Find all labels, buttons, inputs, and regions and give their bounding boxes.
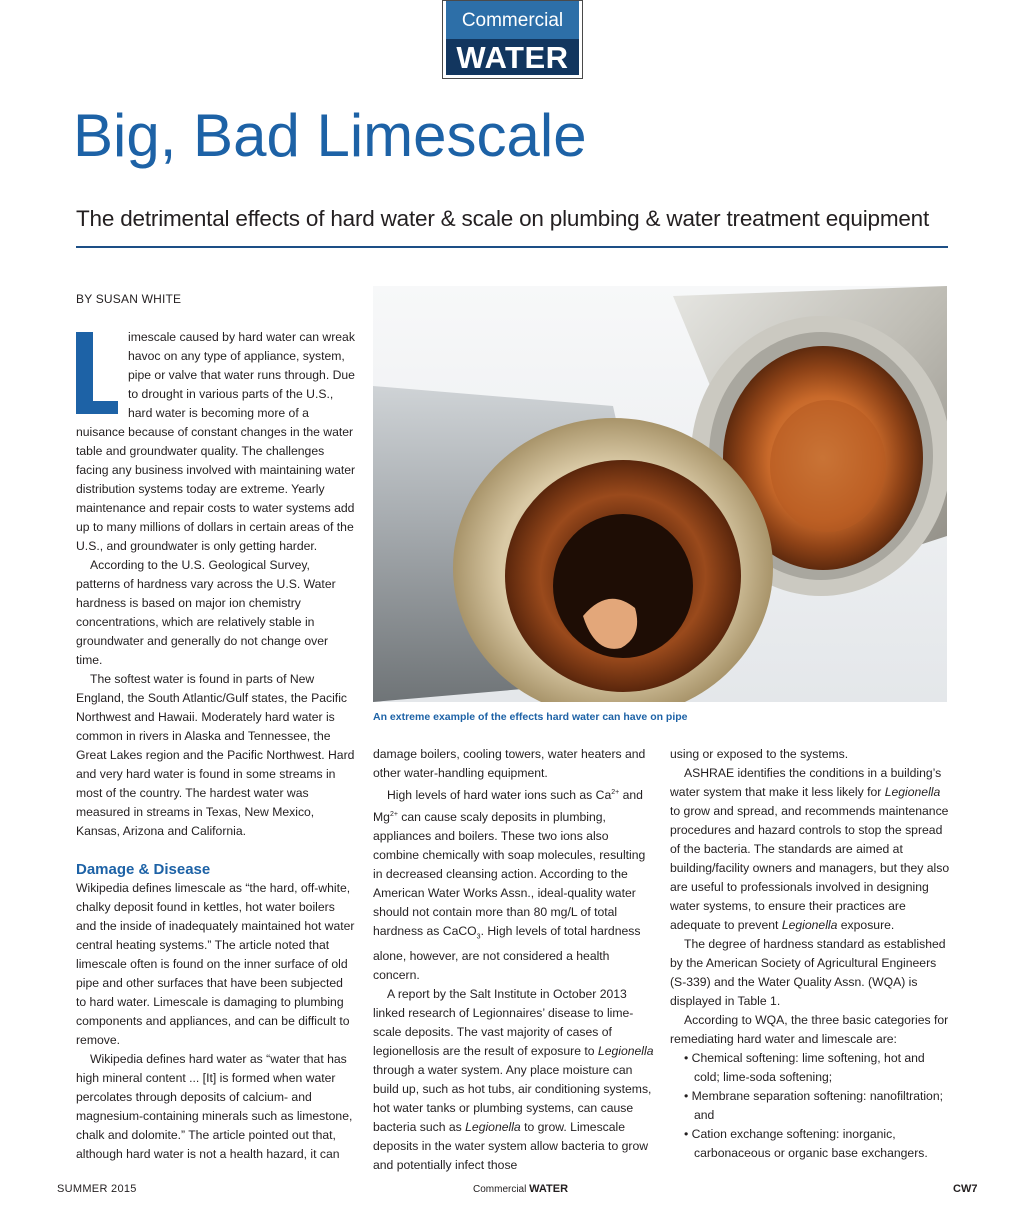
footer-page-number: CW7 <box>953 1183 978 1195</box>
article-column-2 <box>373 745 655 1175</box>
masthead-logo <box>442 0 583 79</box>
masthead-line1: Commercial <box>446 1 579 39</box>
paragraph: A report by the Salt Institute in October 2013 linked research of Legionnaires’ disease to lime-scale deposits. The vast majority of cases of legionellosis are the result of exposure to Legionella through a water system. Any place moisture can build up, such as hot tubs, air conditioning systems, hot water tanks or plumbing systems, can cause bacteria such as Legionella to grow. Limescale deposits in the water system allow bacteria to grow and potentially infect those <box>373 986 654 1172</box>
footer-issue: SUMMER 2015 <box>57 1183 137 1195</box>
list-item: • Chemical softening: lime softening, hot and cold; lime-soda softening; <box>684 1051 925 1084</box>
list-item: • Membrane separation softening: nanofiltration; and <box>684 1089 944 1122</box>
masthead-line2: WATER <box>446 39 579 75</box>
headline: Big, Bad Limescale <box>73 102 587 169</box>
paragraph: High levels of hard water ions such as $Ca^{2+}$ and $Mg^{2+}$ can cause scaly deposits in plumbing, appliances and boilers. These two ions also combine chemically with soap molecules, resulting in decreased cleansing action. According to the American Water Works Assn., ideal-quality water should not contain more than 80 mg/L of total hardness as CaCO$_3$. High levels of total hardness alone, however, are not considered a health concern. <box>373 788 646 982</box>
lead-text: imescale caused by hard water can wreak havoc on any type of appliance, system, pipe or valve that water runs through. Due to drought in various parts of the U.S., hard water is becoming more of a nuisance because of constant changes in the water table and groundwater quality. The challenges facing any business involved with maintaining water distribution systems today are extreme. Yearly maintenance and repair costs to water systems add up to many millions of dollars in certain areas of the U.S., and groundwater is only getting harder. <box>76 330 356 553</box>
paragraph: Wikipedia defines limescale as “the hard, off-white, chalky deposit found in kettles, hot water boilers and the inside of inadequately maintained hot water central heating systems.” The article noted that limescale often is found on the inner surface of old pipe and other surfaces that have been subjected to hard water. Limescale is damaging to plumbing components and appliances, and can be difficult to remove. <box>76 881 355 1047</box>
article-column-1 <box>76 328 356 1164</box>
paragraph: According to the U.S. Geological Survey, patterns of hardness vary across the U.S. Water hardness is based on major ion chemistry concentrations, which are relatively stable in groundwater and generally do not change over time. <box>76 558 336 667</box>
remediation-list <box>670 1049 952 1163</box>
drop-cap-l <box>76 332 120 414</box>
section-heading: Damage & Disease <box>76 861 211 878</box>
pipe-photo <box>373 286 947 702</box>
paragraph: According to WQA, the three basic categories for remediating hard water and limescale are: <box>670 1013 949 1046</box>
paragraph: ASHRAE identifies the conditions in a building’s water system that make it less likely for Legionella to grow and spread, and recommends maintenance procedures and hazard controls to stop the spread of the bacteria. The standards are aimed at building/facility owners and managers, but they also are useful to professionals involved in designing water systems, to ensure their practices are adequate to prevent Legionella exposure. <box>670 766 950 932</box>
paragraph: Wikipedia defines hard water as “water that has high mineral content ... [It] is formed when water percolates through deposits of calcium- and magnesium-containing minerals such as limestone, chalk and dolomite.” The article pointed out that, although hard water is not a health hazard, it can <box>76 1052 353 1161</box>
subheadline: The detrimental effects of hard water & scale on plumbing & water treatment equipment <box>76 206 930 231</box>
paragraph: damage boilers, cooling towers, water heaters and other water-handling equipment. <box>373 747 646 780</box>
paragraph: using or exposed to the systems. <box>670 747 849 761</box>
list-item: • Cation exchange softening: inorganic, carbonaceous or organic base exchangers. <box>684 1127 928 1160</box>
title-divider <box>76 246 948 248</box>
byline: BY SUSAN WHITE <box>76 292 182 306</box>
lead-paragraph <box>76 328 356 556</box>
paragraph: The softest water is found in parts of New England, the South Atlantic/Gulf states, the Pacific Northwest and Hawaii. Moderately hard water is common in rivers in Alaska and Tennessee, the Great Lakes region and the Pacific Northwest. Hard and very hard water is found in some streams in most of the country. The hardest water was measured in streams in Texas, New Mexico, Kansas, Arizona and California. <box>76 672 355 838</box>
paragraph: The degree of hardness standard as established by the American Society of Agricultural Engineers (S-339) and the Water Quality Assn. (WQA) is displayed in Table 1. <box>670 937 946 1008</box>
photo-caption: An extreme example of the effects hard water can have on pipe <box>373 711 688 723</box>
footer-publication: Commercial WATER <box>473 1183 569 1195</box>
article-column-3 <box>670 745 952 1163</box>
